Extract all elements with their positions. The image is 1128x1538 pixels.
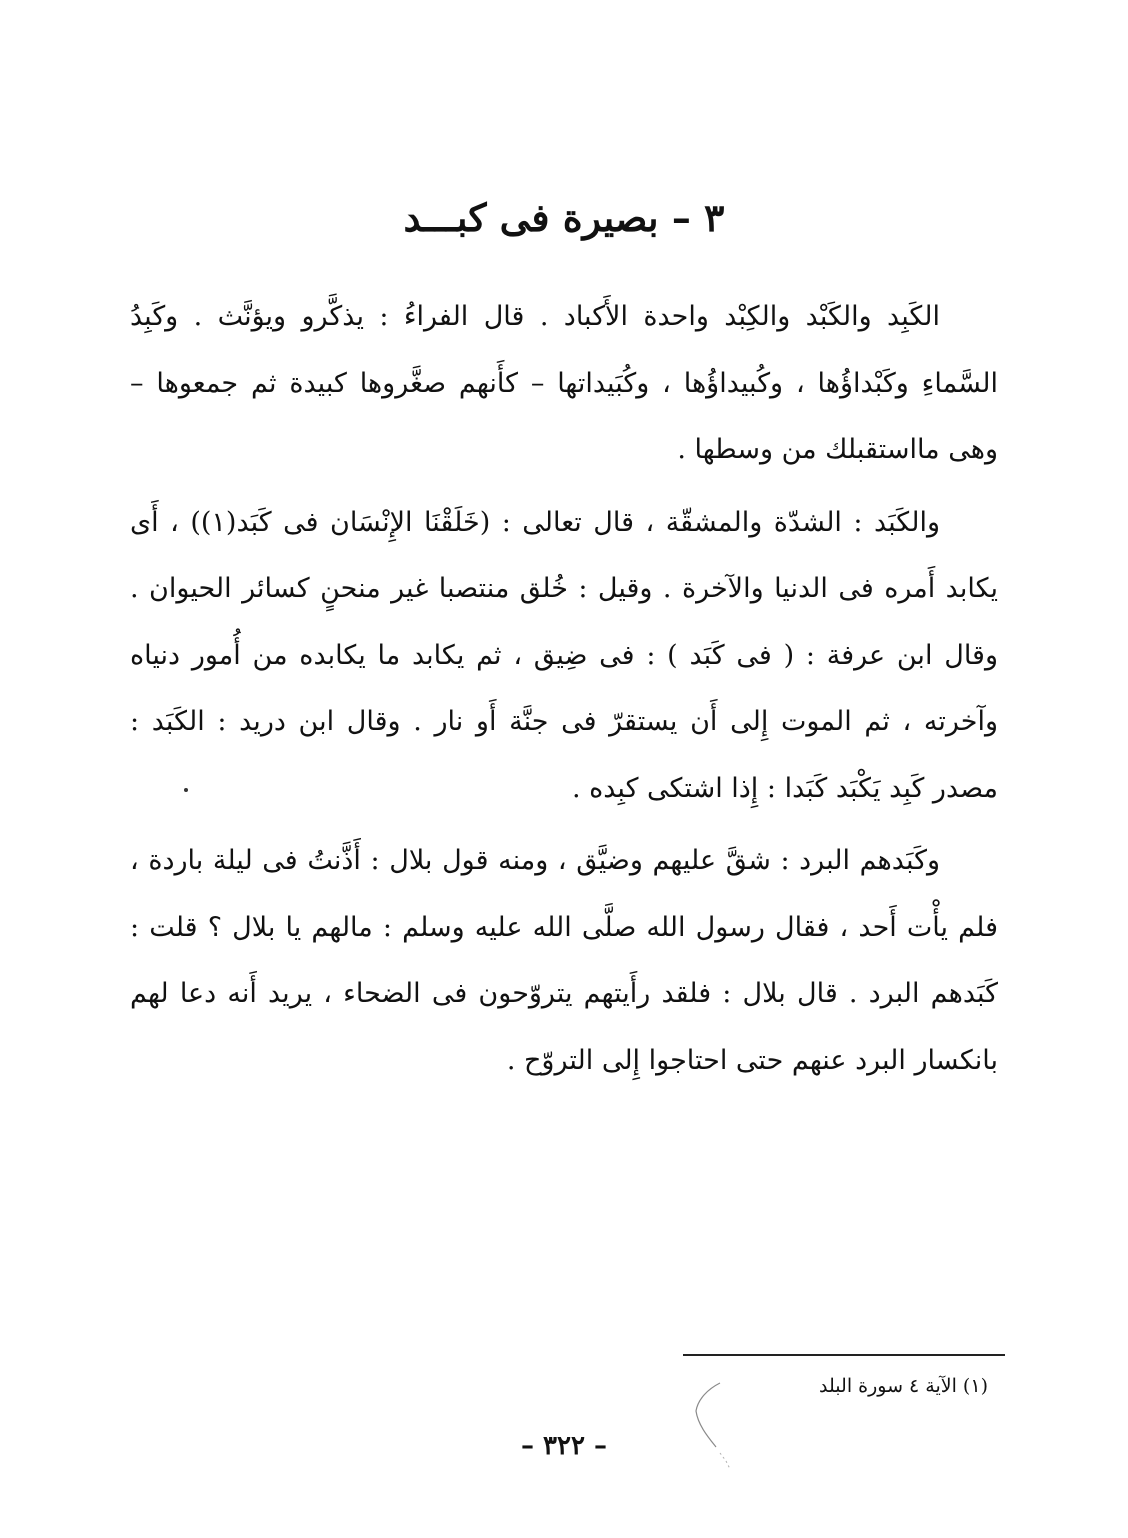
footnote: (١) الآية ٤ سورة البلد: [819, 1375, 988, 1397]
page-number: – ٣٢٢ –: [520, 1431, 608, 1461]
scan-dot: [182, 786, 190, 794]
body-text: [130, 284, 998, 1094]
paragraph-2: والكَبَد : الشدّة والمشقّة ، قال تعالى : (خَلَقْنَا الإِنْسَان فى كَبَد(١)) ، أَى يكابد أَمره فى الدنيا والآخرة . وقيل : خُلق منتصبا غير منحنٍ كسائر الحيوان . وقال ابن عرفة : ( فى كَبَد ) : فى ضِيق ، ثم يكابد ما يكابده من أُمور دنياه وآخرته ، ثم الموت إِلى أَن يستقرّ فى جنَّة أَو نار . وقال ابن دريد : الكَبَد : مصدر كَبِد يَكْبَد كَبَدا : إِذا اشتكى كبِده .: [130, 506, 998, 804]
paragraph-3: وكَبَدهم البرد : شقَّ عليهم وضيَّق ، ومنه قول بلال : أَذَّنتُ فى ليلة باردة ، فلم يأْت أَحد ، فقال رسول الله صلَّى الله عليه وسلم : مالهم يا بلال ؟ قلت : كَبَدهم البرد . قال بلال : فلقد رأَيتهم يتروّحون فى الضحاء ، يريد أَنه دعا لهم بانكسار البرد عنهم حتى احتاجوا إِلى التروّح .: [130, 845, 998, 1076]
footnote-divider: [683, 1354, 1005, 1356]
paragraph-1: الكَبِد والكَبْد والكِبْد واحدة الأَكباد . قال الفراءُ : يذكَّرو ويؤنَّث . وكَبِدُ السَّماءِ وكَبْداؤُها ، وكُبيداؤُها ، وكُبَيداتها – كأَنهم صغَّروها كبيدة ثم جمعوها – وهى مااستقبلك من وسطها .: [130, 301, 998, 465]
section-title: ٣ – بصيرة فى كبـــد: [403, 195, 725, 240]
